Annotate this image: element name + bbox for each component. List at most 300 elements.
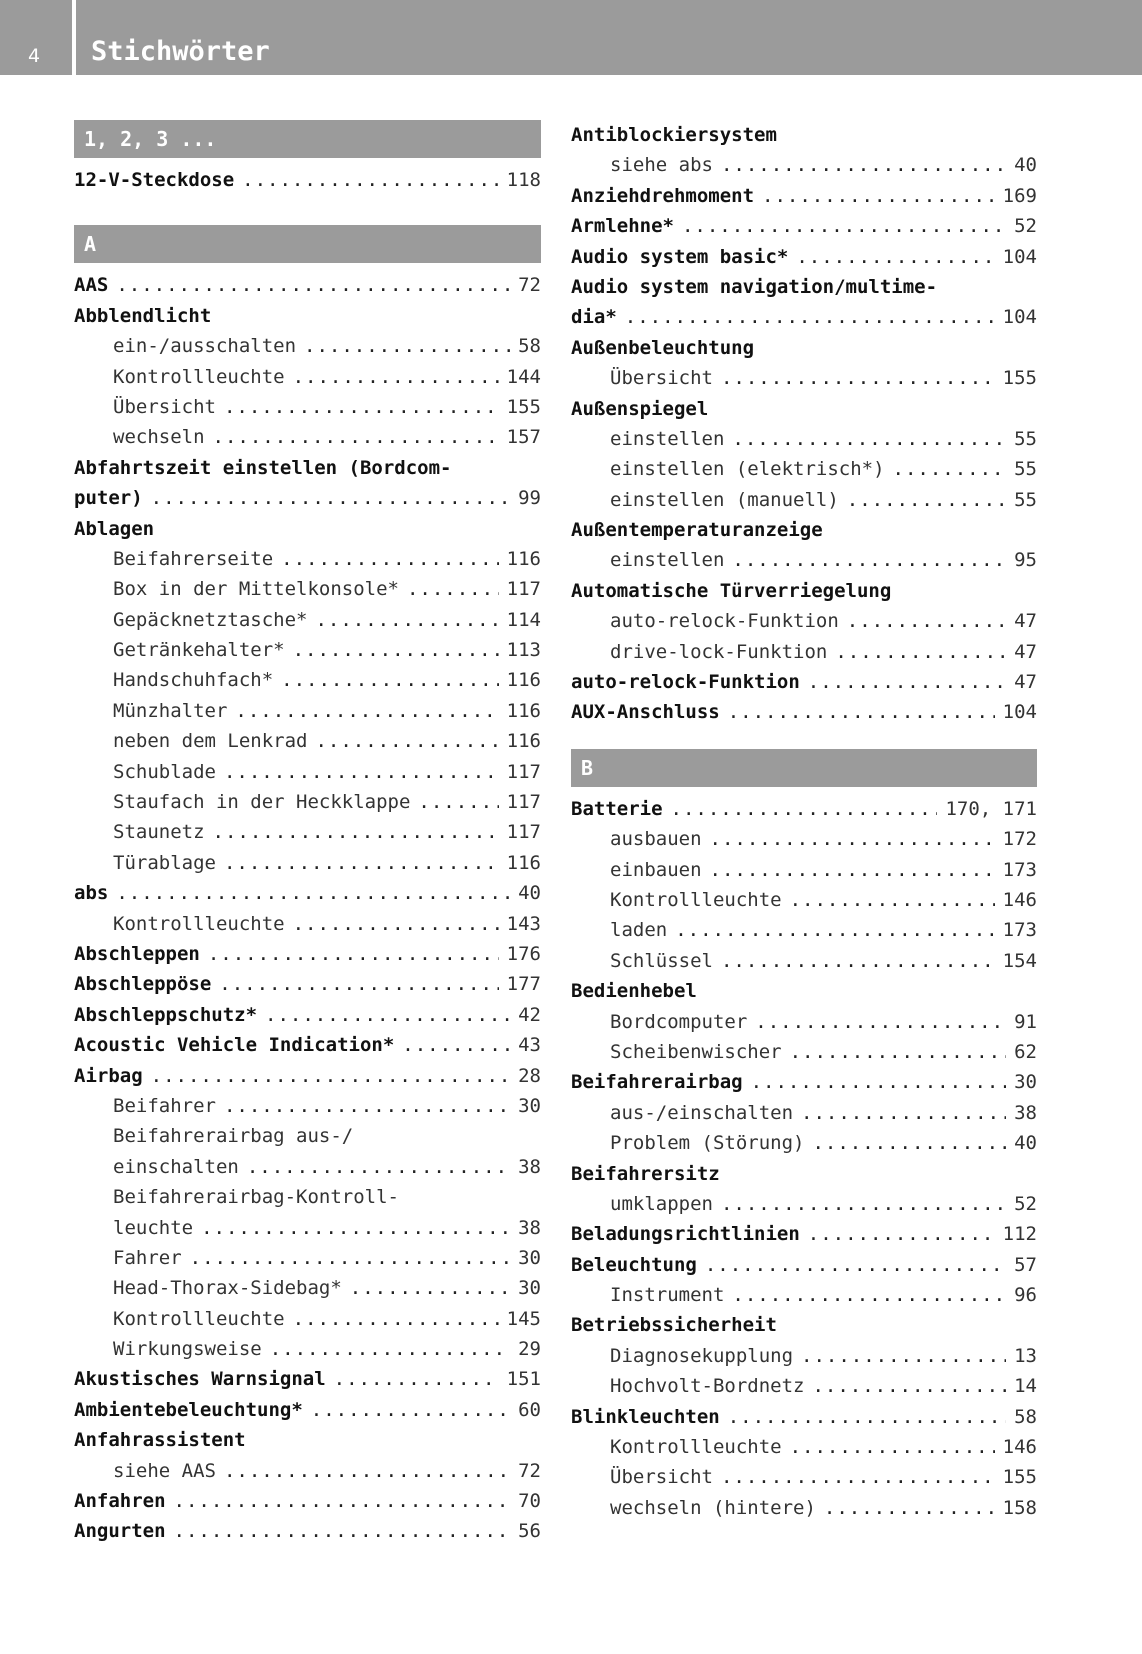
page-number: 4 — [28, 45, 41, 67]
entry-label: Anziehdrehmoment — [571, 184, 755, 207]
index-subentry — [74, 1273, 541, 1303]
index-subentry — [571, 424, 1037, 454]
entry-label: Getränkehalter* — [113, 639, 285, 662]
entry-label: puter) — [74, 487, 143, 510]
leader-dots — [293, 362, 499, 392]
entry-page-number: 55 — [1014, 488, 1037, 511]
entry-page-number: 40 — [1014, 1132, 1037, 1155]
leader-dots — [732, 424, 1006, 454]
entry-page-number: 116 — [506, 851, 541, 874]
leader-dots — [682, 211, 1006, 241]
entry-page-number: 104 — [1002, 306, 1037, 329]
entry-page-number: 43 — [518, 1034, 541, 1057]
leader-dots — [224, 392, 499, 422]
index-entry — [571, 120, 1037, 150]
entry-label: Box in der Mittelkonsole* — [113, 578, 399, 601]
index-entry — [74, 1364, 541, 1394]
entry-label: neben dem Lenkrad — [113, 730, 308, 753]
entry-page-number: 47 — [1014, 640, 1037, 663]
index-subentry — [74, 1243, 541, 1273]
entry-page-number: 47 — [1014, 671, 1037, 694]
leader-dots — [710, 855, 995, 885]
entry-page-number: 38 — [518, 1155, 541, 1178]
index-subentry — [571, 1098, 1037, 1128]
entry-page-number: 146 — [1002, 888, 1037, 911]
leader-dots — [247, 1152, 510, 1182]
entry-page-number: 28 — [518, 1064, 541, 1087]
entry-label: Betriebssicherheit — [571, 1314, 777, 1337]
entry-label: laden — [610, 919, 668, 942]
index-subentry — [571, 885, 1037, 915]
leader-dots — [293, 909, 499, 939]
entry-page-number: 169 — [1002, 184, 1037, 207]
leader-dots — [190, 1243, 510, 1273]
entry-page-number: 70 — [518, 1490, 541, 1513]
entry-page-number: 177 — [506, 973, 541, 996]
entry-label: umklappen — [610, 1192, 713, 1215]
index-entry — [74, 1061, 541, 1091]
index-column-left — [74, 120, 541, 1547]
index-list-123 — [74, 165, 541, 195]
entry-page-number: 38 — [1014, 1101, 1037, 1124]
index-entry — [571, 976, 1037, 1006]
entry-label: Diagnosekupplung — [610, 1344, 794, 1367]
entry-label: wechseln (hintere) — [610, 1496, 816, 1519]
index-entry — [74, 939, 541, 969]
index-subentry — [571, 1371, 1037, 1401]
leader-dots — [732, 1280, 1006, 1310]
leader-dots — [281, 544, 499, 574]
index-subentry — [571, 545, 1037, 575]
entry-label: Münzhalter — [113, 699, 228, 722]
index-subentry — [74, 787, 541, 817]
leader-dots — [762, 181, 995, 211]
entry-page-number: 176 — [506, 942, 541, 965]
index-entry — [74, 1395, 541, 1425]
index-subentry — [571, 1037, 1037, 1067]
entry-page-number: 143 — [506, 912, 541, 935]
index-subentry — [571, 915, 1037, 945]
index-entry — [74, 453, 541, 483]
leader-dots — [824, 1493, 995, 1523]
index-entry — [74, 969, 541, 999]
leader-dots — [893, 454, 1007, 484]
entry-label: Abblendlicht — [74, 304, 212, 327]
index-subentry — [74, 1213, 541, 1243]
entry-page-number: 52 — [1014, 1192, 1037, 1215]
index-entry — [571, 1067, 1037, 1097]
entry-label: Antiblockiersystem — [571, 124, 777, 146]
leader-dots — [847, 485, 1006, 515]
entry-label: auto-relock-Funktion — [610, 610, 839, 633]
entry-page-number: 117 — [506, 791, 541, 814]
leader-dots — [270, 1334, 510, 1364]
leader-dots — [705, 1250, 1006, 1280]
entry-label: einbauen — [610, 858, 702, 881]
leader-dots — [721, 946, 995, 976]
entry-label: leuchte — [113, 1216, 194, 1239]
index-subentry — [74, 817, 541, 847]
entry-label: einstellen — [610, 549, 725, 572]
entry-label: einschalten — [113, 1155, 239, 1178]
entry-label: Abschleppen — [74, 942, 200, 965]
entry-label: Kontrollleuchte — [610, 888, 782, 911]
entry-page-number: 117 — [506, 821, 541, 844]
entry-page-number: 56 — [518, 1520, 541, 1543]
leader-dots — [790, 1037, 1007, 1067]
entry-label: Head-Thorax-Sidebag* — [113, 1277, 342, 1300]
index-subentry — [74, 726, 541, 756]
leader-dots — [835, 637, 1006, 667]
entry-label: 12-V-Steckdose — [74, 169, 235, 191]
entry-page-number: 170, 171 — [945, 797, 1037, 820]
index-entry — [571, 242, 1037, 272]
entry-label: Außenbeleuchtung — [571, 336, 755, 359]
entry-page-number: 30 — [518, 1277, 541, 1300]
entry-label: Audio system navigation/multime- — [571, 275, 938, 298]
entry-page-number: 116 — [506, 699, 541, 722]
entry-label: Gepäcknetztasche* — [113, 608, 308, 631]
entry-page-number: 57 — [1014, 1253, 1037, 1276]
entry-page-number: 173 — [1002, 919, 1037, 942]
index-list-a-continued — [571, 120, 1037, 728]
entry-page-number: 30 — [518, 1246, 541, 1269]
entry-label: auto-relock-Funktion — [571, 671, 800, 694]
entry-page-number: 155 — [1002, 367, 1037, 390]
index-subentry — [74, 605, 541, 635]
entry-label: Ambientebeleuchtung* — [74, 1398, 303, 1421]
entry-page-number: 13 — [1014, 1344, 1037, 1367]
leader-dots — [625, 302, 995, 332]
entry-label: wechseln — [113, 426, 205, 449]
index-entry — [571, 697, 1037, 727]
leader-dots — [801, 1341, 1006, 1371]
leader-dots — [790, 1432, 995, 1462]
entry-page-number: 173 — [1002, 858, 1037, 881]
entry-page-number: 96 — [1014, 1284, 1037, 1307]
index-entry — [74, 270, 541, 300]
index-entry — [571, 1250, 1037, 1280]
index-subentry — [571, 1189, 1037, 1219]
entry-label: Außenspiegel — [571, 397, 709, 420]
leader-dots — [213, 422, 499, 452]
entry-label: Schublade — [113, 760, 216, 783]
index-entry — [74, 878, 541, 908]
index-subentry — [571, 363, 1037, 393]
page-header — [0, 0, 1142, 75]
entry-label: aus-/einschalten — [610, 1101, 794, 1124]
index-subentry — [74, 665, 541, 695]
entry-page-number: 99 — [518, 487, 541, 510]
index-subentry — [571, 1007, 1037, 1037]
leader-dots — [315, 726, 498, 756]
index-entry — [571, 302, 1037, 332]
entry-label: Anfahren — [74, 1490, 166, 1513]
index-subentry — [571, 454, 1037, 484]
entry-label: Abschleppöse — [74, 973, 212, 996]
entry-page-number: 14 — [1014, 1375, 1037, 1398]
entry-page-number: 117 — [506, 578, 541, 601]
entry-page-number: 95 — [1014, 549, 1037, 572]
entry-label: Beleuchtung — [571, 1253, 697, 1276]
index-subentry — [74, 757, 541, 787]
leader-dots — [315, 605, 498, 635]
index-subentry — [74, 544, 541, 574]
entry-label: Schlüssel — [610, 949, 713, 972]
leader-dots — [721, 150, 1006, 180]
leader-dots — [208, 939, 499, 969]
entry-page-number: 146 — [1002, 1436, 1037, 1459]
entry-label: Übersicht — [610, 1466, 713, 1489]
leader-dots — [116, 878, 510, 908]
entry-label: Beifahrerairbag — [571, 1071, 743, 1094]
entry-label: ausbauen — [610, 828, 702, 851]
entry-page-number: 144 — [506, 365, 541, 388]
leader-dots — [235, 696, 498, 726]
entry-label: Staunetz — [113, 821, 205, 844]
leader-dots — [219, 969, 498, 999]
entry-page-number: 47 — [1014, 610, 1037, 633]
index-subentry — [74, 635, 541, 665]
index-subentry — [74, 1152, 541, 1182]
leader-dots — [350, 1273, 510, 1303]
entry-label: Beifahrerairbag-Kontroll- — [113, 1186, 399, 1209]
entry-label: Kontrollleuchte — [113, 912, 285, 935]
leader-dots — [201, 1213, 510, 1243]
index-subentry — [571, 150, 1037, 180]
index-entry — [571, 211, 1037, 241]
leader-dots — [812, 1371, 1006, 1401]
leader-dots — [293, 635, 499, 665]
leader-dots — [174, 1486, 511, 1516]
entry-label: Staufach in der Heckklappe — [113, 791, 411, 814]
entry-page-number: 118 — [506, 169, 541, 191]
entry-page-number: 40 — [518, 882, 541, 905]
entry-page-number: 145 — [506, 1307, 541, 1330]
entry-label: Handschuhfach* — [113, 669, 274, 692]
index-column-right — [571, 120, 1037, 1523]
leader-dots — [808, 667, 1006, 697]
leader-dots — [732, 545, 1006, 575]
leader-dots — [224, 1456, 510, 1486]
entry-label: siehe AAS — [113, 1459, 216, 1482]
entry-label: Kontrollleuchte — [113, 1307, 285, 1330]
leader-dots — [728, 697, 995, 727]
index-entry — [74, 1000, 541, 1030]
entry-label: Bedienhebel — [571, 980, 697, 1003]
entry-label: Hochvolt-Bordnetz — [610, 1375, 805, 1398]
index-entry — [571, 394, 1037, 424]
index-entry — [571, 1402, 1037, 1432]
entry-page-number: 114 — [506, 608, 541, 631]
entry-page-number: 29 — [518, 1338, 541, 1361]
index-entry — [74, 483, 541, 513]
entry-page-number: 62 — [1014, 1040, 1037, 1063]
index-entry — [74, 1516, 541, 1546]
index-subentry — [571, 1341, 1037, 1371]
index-subentry — [74, 331, 541, 361]
index-subentry — [74, 422, 541, 452]
index-subentry — [74, 1456, 541, 1486]
entry-page-number: 72 — [518, 1459, 541, 1482]
entry-page-number: 116 — [506, 669, 541, 692]
entry-label: Armlehne* — [571, 215, 674, 238]
leader-dots — [224, 757, 499, 787]
entry-page-number: 112 — [1002, 1223, 1037, 1246]
index-entry — [74, 1425, 541, 1455]
entry-page-number: 157 — [506, 426, 541, 449]
index-subentry — [571, 606, 1037, 636]
entry-page-number: 151 — [506, 1368, 541, 1391]
leader-dots — [224, 1091, 510, 1121]
entry-label: Fahrer — [113, 1246, 182, 1269]
entry-label: Scheibenwischer — [610, 1040, 782, 1063]
section-header-b: B — [571, 749, 1037, 787]
entry-page-number: 91 — [1014, 1010, 1037, 1033]
leader-dots — [847, 606, 1006, 636]
entry-label: einstellen (manuell) — [610, 488, 839, 511]
leader-dots — [721, 363, 995, 393]
index-subentry — [74, 1182, 541, 1212]
index-entry — [74, 301, 541, 331]
index-entry — [571, 333, 1037, 363]
entry-label: Außentemperaturanzeige — [571, 519, 823, 542]
entry-label: Problem (Störung) — [610, 1132, 805, 1155]
leader-dots — [224, 848, 499, 878]
index-subentry — [571, 1432, 1037, 1462]
leader-dots — [281, 665, 499, 695]
leader-dots — [790, 885, 995, 915]
entry-page-number: 40 — [1014, 154, 1037, 177]
entry-label: Automatische Türverriegelung — [571, 579, 892, 602]
index-subentry — [74, 392, 541, 422]
index-subentry — [74, 362, 541, 392]
leader-dots — [721, 1189, 1006, 1219]
entry-label: dia* — [571, 306, 617, 329]
leader-dots — [174, 1516, 511, 1546]
leader-dots — [304, 331, 510, 361]
entry-label: Akustisches Warnsignal — [74, 1368, 326, 1391]
index-entry — [74, 1486, 541, 1516]
entry-label: Kontrollleuchte — [610, 1436, 782, 1459]
entry-label: Audio system basic* — [571, 245, 789, 268]
index-entry — [571, 794, 1037, 824]
leader-dots — [151, 483, 510, 513]
entry-label: einstellen (elektrisch*) — [610, 458, 885, 481]
leader-dots — [116, 270, 510, 300]
entry-page-number: 155 — [1002, 1466, 1037, 1489]
section-header-a: A — [74, 225, 541, 263]
index-subentry — [571, 1462, 1037, 1492]
entry-label: Beifahrersitz — [571, 1162, 720, 1185]
leader-dots — [710, 824, 995, 854]
index-subentry — [571, 485, 1037, 515]
leader-dots — [751, 1067, 1007, 1097]
entry-page-number: 55 — [1014, 458, 1037, 481]
entry-label: Batterie — [571, 797, 663, 820]
index-entry — [74, 1030, 541, 1060]
index-subentry — [571, 1128, 1037, 1158]
entry-page-number: 58 — [518, 335, 541, 358]
entry-page-number: 172 — [1002, 828, 1037, 851]
index-subentry — [74, 909, 541, 939]
index-subentry — [571, 637, 1037, 667]
leader-dots — [407, 574, 499, 604]
entry-label: Abschleppschutz* — [74, 1003, 258, 1026]
entry-label: Wirkungsweise — [113, 1338, 262, 1361]
entry-page-number: 117 — [506, 760, 541, 783]
leader-dots — [808, 1219, 995, 1249]
entry-page-number: 158 — [1002, 1496, 1037, 1519]
entry-label: abs — [74, 882, 109, 905]
leader-dots — [796, 242, 994, 272]
entry-label: Ablagen — [74, 517, 155, 540]
entry-page-number: 60 — [518, 1398, 541, 1421]
leader-dots — [721, 1462, 995, 1492]
entry-page-number: 30 — [1014, 1071, 1037, 1094]
entry-page-number: 58 — [1014, 1405, 1037, 1428]
index-subentry — [74, 696, 541, 726]
entry-label: Beladungsrichtlinien — [571, 1223, 800, 1246]
index-list-b — [571, 794, 1037, 1523]
index-entry — [74, 165, 541, 195]
leader-dots — [755, 1007, 1006, 1037]
index-subentry — [571, 824, 1037, 854]
leader-dots — [418, 787, 498, 817]
index-list-a — [74, 270, 541, 1546]
index-entry — [571, 1310, 1037, 1340]
index-subentry — [571, 1493, 1037, 1523]
index-entry — [571, 1159, 1037, 1189]
entry-label: Airbag — [74, 1064, 143, 1087]
header-divider — [72, 0, 76, 75]
entry-label: siehe abs — [610, 154, 713, 177]
entry-label: Beifahrer — [113, 1094, 216, 1117]
entry-label: Acoustic Vehicle Indication* — [74, 1034, 395, 1057]
index-subentry — [74, 1091, 541, 1121]
entry-label: einstellen — [610, 427, 725, 450]
entry-page-number: 72 — [518, 274, 541, 297]
section-header-123: 1, 2, 3 ... — [74, 120, 541, 158]
entry-page-number: 30 — [518, 1094, 541, 1117]
entry-label: Instrument — [610, 1284, 725, 1307]
index-subentry — [74, 1334, 541, 1364]
entry-page-number: 38 — [518, 1216, 541, 1239]
entry-page-number: 113 — [506, 639, 541, 662]
index-entry — [571, 576, 1037, 606]
leader-dots — [728, 1402, 1006, 1432]
index-entry — [74, 514, 541, 544]
index-entry — [571, 667, 1037, 697]
entry-label: Abfahrtszeit einstellen (Bordcom- — [74, 456, 452, 479]
index-subentry — [571, 946, 1037, 976]
leader-dots — [334, 1364, 499, 1394]
leader-dots — [675, 915, 994, 945]
leader-dots — [265, 1000, 510, 1030]
page-title: Stichwörter — [91, 36, 270, 67]
entry-page-number: 154 — [1002, 949, 1037, 972]
leader-dots — [311, 1395, 510, 1425]
entry-page-number: 116 — [506, 730, 541, 753]
entry-label: ein-/ausschalten — [113, 335, 297, 358]
index-subentry — [571, 855, 1037, 885]
leader-dots — [213, 817, 499, 847]
index-subentry — [74, 1304, 541, 1334]
leader-dots — [402, 1030, 510, 1060]
leader-dots — [293, 1304, 499, 1334]
leader-dots — [812, 1128, 1006, 1158]
entry-label: drive-lock-Funktion — [610, 640, 828, 663]
